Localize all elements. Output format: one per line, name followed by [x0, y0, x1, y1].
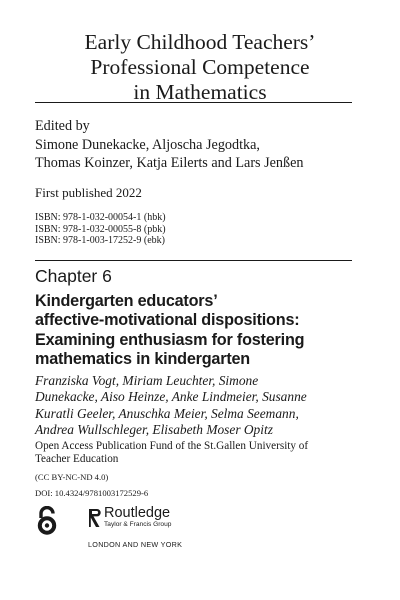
- edited-by-label: Edited by: [35, 118, 90, 134]
- license: (CC BY-NC-ND 4.0): [35, 472, 109, 482]
- editors-line: Thomas Koinzer, Katja Eilerts and Lars Jenßen: [35, 155, 304, 171]
- isbn-line: ISBN: 978-1-032-00054-1 (hbk): [35, 212, 166, 223]
- book-title-line: Professional Competence: [90, 55, 310, 79]
- publisher-group: Taylor & Francis Group: [104, 521, 172, 528]
- publisher-cities: LONDON AND NEW YORK: [88, 540, 183, 549]
- author-line: Andrea Wullschleger, Elisabeth Moser Opitz: [35, 422, 273, 438]
- chapter-title-line: Examining enthusiasm for fostering: [35, 330, 305, 349]
- routledge-logo-icon: [88, 508, 101, 528]
- open-access-icon: [36, 506, 58, 536]
- book-title: [35, 30, 365, 105]
- author-line: Kuratli Geeler, Anuschka Meier, Selma Seemann,: [35, 405, 299, 421]
- editors-line: Simone Dunekacke, Aljoscha Jegodtka,: [35, 136, 260, 153]
- chapter-title: [35, 292, 365, 370]
- chapter-label: Chapter 6: [35, 266, 112, 286]
- divider: [35, 260, 352, 261]
- chapter-title-line: Kindergarten educators’: [35, 292, 218, 310]
- editors-block: [35, 117, 365, 173]
- publisher-name: Routledge: [104, 505, 171, 521]
- funding-note: [35, 440, 308, 467]
- chapter-title-line: affective-motivational dispositions:: [35, 311, 300, 330]
- funding-line: Teacher Education: [35, 453, 119, 466]
- funding-line: Open Access Publication Fund of the St.Gallen University of: [35, 440, 309, 452]
- book-title-line: Early Childhood Teachers’: [84, 30, 316, 54]
- doi[interactable]: DOI: 10.4324/9781003172529-6: [35, 488, 149, 498]
- first-published: First published 2022: [35, 185, 142, 200]
- chapter-title-line: mathematics in kindergarten: [35, 350, 250, 369]
- isbn-line: ISBN: 978-1-003-17252-9 (ebk): [35, 235, 165, 247]
- author-line: Dunekacke, Aiso Heinze, Anke Lindmeier, Susanne: [35, 389, 307, 405]
- isbn-list: [35, 212, 166, 247]
- divider: [35, 102, 352, 103]
- chapter-authors: [35, 373, 365, 439]
- author-line: Franziska Vogt, Miriam Leuchter, Simone: [35, 373, 259, 388]
- book-title-line: in Mathematics: [133, 80, 267, 104]
- isbn-line: ISBN: 978-1-032-00055-8 (pbk): [35, 223, 166, 235]
